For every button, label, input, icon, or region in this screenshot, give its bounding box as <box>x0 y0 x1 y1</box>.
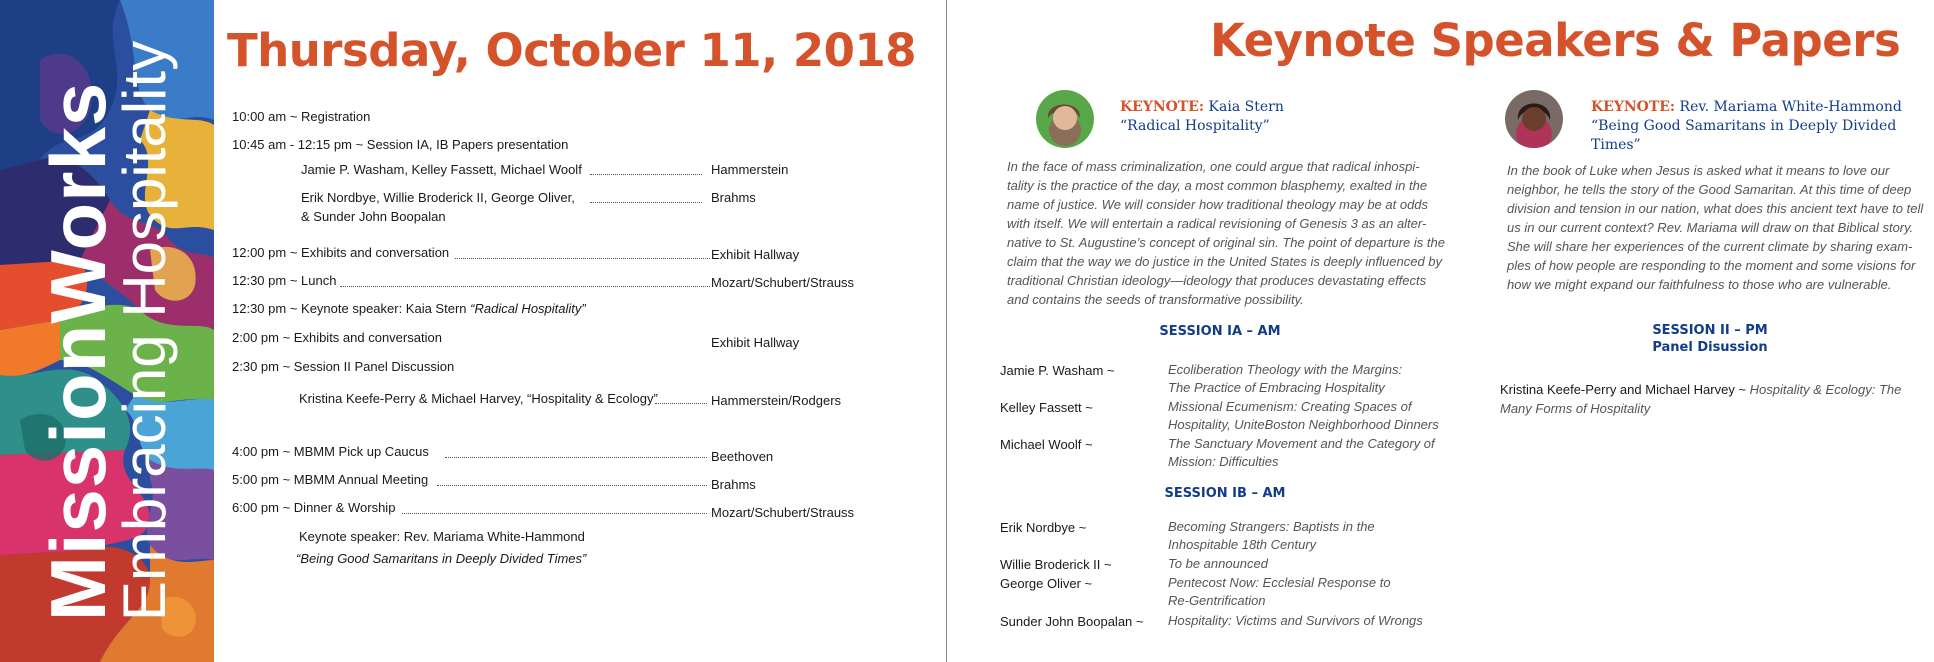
paper-author: Erik Nordbye ~ <box>1000 520 1087 535</box>
abstract-line: with itself. We will entertain a radical revisioning of Genesis 3 as an alter- <box>1007 216 1427 231</box>
keynote1-name: Kaia Stern <box>1208 99 1284 115</box>
paper-title <box>1168 574 1391 610</box>
paper-title <box>1168 361 1402 397</box>
paper-title-line: The Practice of Embracing Hospitality <box>1168 380 1385 395</box>
schedule-meeting: 5:00 pm ~ MBMM Annual Meeting <box>232 472 429 487</box>
keynote2-abstract <box>1507 161 1927 294</box>
paper-title-line: Hospitality: Victims and Survivors of Wrongs <box>1168 613 1423 628</box>
schedule-lunch: 12:30 pm ~ Lunch <box>232 273 337 288</box>
paper-title <box>1168 435 1435 471</box>
paper-title-line: Inhospitable 18th Century <box>1168 537 1317 552</box>
schedule-keynote2-title: “Being Good Samaritans in Deeply Divided Times” <box>296 551 587 566</box>
paper-title-line: Hospitality, UniteBoston Neighborhood Dinners <box>1168 417 1439 432</box>
cover-subtitle: Embracing Hospitality <box>111 40 178 622</box>
dotted-leader <box>590 202 702 203</box>
keynote2-name: Rev. Mariama White-Hammond <box>1679 99 1902 115</box>
paper-title-line: Pentecost Now: Ecclesial Response to <box>1168 575 1391 590</box>
session-ii-subheading: Panel Disussion <box>1652 340 1768 355</box>
cover-title: MissionWorks <box>34 81 122 622</box>
abstract-line: claim that the way we do justice in the United States is deeply influenced by <box>1007 254 1443 269</box>
cover-art-band <box>0 0 214 662</box>
schedule-registration: 10:00 am ~ Registration <box>232 109 371 124</box>
paper-title-line: Mission: Difficulties <box>1168 454 1279 469</box>
abstract-line: division and tension in our nation, what does this ancient text have to tell <box>1507 201 1924 216</box>
paper-title-line: To be announced <box>1168 556 1269 571</box>
keynote2-label: KEYNOTE: <box>1591 99 1676 115</box>
session-ii-panel <box>1500 380 1920 418</box>
schedule-s1b-names-1: Erik Nordbye, Willie Broderick II, George Oliver, <box>301 190 575 205</box>
paper-author: Michael Woolf ~ <box>1000 437 1093 452</box>
paper-title <box>1168 398 1439 434</box>
keynote2-heading <box>1591 98 1934 155</box>
dotted-leader <box>590 174 702 175</box>
dotted-leader <box>455 258 710 259</box>
abstract-line: us in our current context? Rev. Mariama will draw on that Biblical story. <box>1507 220 1914 235</box>
abstract-line: and contains the seeds of transformative possibility. <box>1007 292 1304 307</box>
schedule-exhibits1: 12:00 pm ~ Exhibits and conversation <box>232 245 450 260</box>
abstract-line: tality is the practice of the day, a most common blasphemy, exalted in the <box>1007 178 1428 193</box>
dotted-leader <box>655 403 707 404</box>
schedule-keynote1-prefix: 12:30 pm ~ Keynote speaker: Kaia Stern <box>232 301 467 316</box>
schedule-session2: 2:30 pm ~ Session II Panel Discussion <box>232 359 455 374</box>
abstract-line: traditional Christian ideology—ideology that produces devastating effects <box>1007 273 1427 288</box>
dotted-leader <box>340 286 710 287</box>
paper-title-line: Ecoliberation Theology with the Margins: <box>1168 362 1403 377</box>
schedule-s1a-room: Hammerstein <box>711 162 789 177</box>
schedule-exhibits2-room: Exhibit Hallway <box>711 335 800 350</box>
paper-title-line: The Sanctuary Movement and the Category of <box>1168 436 1435 451</box>
dotted-leader <box>402 513 707 514</box>
abstract-line: In the book of Luke when Jesus is asked what it means to love our <box>1507 163 1890 178</box>
schedule-caucus-room: Beethoven <box>711 449 774 464</box>
abstract-line: neighbor, he tells the story of the Good Samaritan. At this time of deep <box>1507 182 1912 197</box>
avatar-kaia-stern <box>1036 90 1094 148</box>
paper-title <box>1168 518 1375 554</box>
keynote1-talk: “Radical Hospitality” <box>1120 118 1270 134</box>
keynote1-abstract <box>1007 157 1447 309</box>
schedule-exhibits1-room: Exhibit Hallway <box>711 247 800 262</box>
keynote1-heading <box>1120 98 1284 136</box>
schedule-dinner-room: Mozart/Schubert/Strauss <box>711 505 855 520</box>
session-ii-panelists: Kristina Keefe-Perry and Michael Harvey ~ <box>1500 382 1747 397</box>
paper-author: Sunder John Boopalan ~ <box>1000 614 1144 629</box>
paper-title <box>1168 612 1423 630</box>
schedule-s1a-names: Jamie P. Washam, Kelley Fassett, Michael Woolf <box>301 162 582 177</box>
dotted-leader <box>445 457 707 458</box>
paper-title-line: Becoming Strangers: Baptists in the <box>1168 519 1375 534</box>
abstract-line: native to St. Augustine’s concept of original sin. The point of departure is the <box>1007 235 1445 250</box>
schedule-session2-panel: Kristina Keefe-Perry & Michael Harvey, “Hospitality & Ecology” <box>299 391 658 406</box>
keynote1-label: KEYNOTE: <box>1120 99 1205 115</box>
schedule-lunch-room: Mozart/Schubert/Strauss <box>711 275 855 290</box>
schedule-dinner: 6:00 pm ~ Dinner & Worship <box>232 500 396 515</box>
paper-title-line: Re-Gentrification <box>1168 593 1266 608</box>
keynote2-talk: “Being Good Samaritans in Deeply Divided Times” <box>1591 118 1897 153</box>
session-ii-topic-line2: Many Forms of Hospitality <box>1500 401 1651 416</box>
session-ii-heading-line: SESSION II – PM <box>1652 323 1768 338</box>
abstract-line: In the face of mass criminalization, one could argue that radical inhospi- <box>1007 159 1420 174</box>
paper-title-line: Missional Ecumenism: Creating Spaces of <box>1168 399 1412 414</box>
paper-author: Kelley Fassett ~ <box>1000 400 1093 415</box>
session-ii-topic: Hospitality & Ecology: The <box>1749 382 1902 397</box>
cover-title-block <box>34 40 178 622</box>
page-divider <box>946 0 947 662</box>
paper-author: George Oliver ~ <box>1000 576 1093 591</box>
schedule-meeting-room: Brahms <box>711 477 756 492</box>
schedule-session2-room: Hammerstein/Rodgers <box>711 393 842 408</box>
schedule-keynote1 <box>232 300 586 317</box>
dotted-leader <box>437 485 707 486</box>
paper-title <box>1168 555 1268 573</box>
abstract-line: She will share her experiences of the current climate by sharing exam- <box>1507 239 1913 254</box>
abstract-line: how we might expand our faithfulness to those who are vulnerable. <box>1507 277 1892 292</box>
schedule-caucus: 4:00 pm ~ MBMM Pick up Caucus <box>232 444 429 459</box>
session-ii-heading <box>1620 322 1800 356</box>
schedule-s1b-room: Brahms <box>711 190 756 205</box>
paper-author: Willie Broderick II ~ <box>1000 557 1112 572</box>
keynote-page-title: Keynote Speakers & Papers <box>1210 14 1901 67</box>
schedule-keynote2: Keynote speaker: Rev. Mariama White-Hammond <box>299 529 585 544</box>
schedule-s1b-names-2: & Sunder John Boopalan <box>301 209 446 224</box>
schedule-exhibits2: 2:00 pm ~ Exhibits and conversation <box>232 330 442 345</box>
session-ia-heading: SESSION IA – AM <box>1159 324 1281 339</box>
date-title: Thursday, October 11, 2018 <box>227 24 917 77</box>
abstract-line: name of justice. We will consider how traditional theology may be at odds <box>1007 197 1429 212</box>
paper-author: Jamie P. Washam ~ <box>1000 363 1115 378</box>
abstract-line: ples of how people are responding to the moment and some visions for <box>1507 258 1916 273</box>
schedule-keynote1-title: “Radical Hospitality” <box>470 301 586 316</box>
schedule-session1: 10:45 am - 12:15 pm ~ Session IA, IB Papers presentation <box>232 137 569 152</box>
session-ib-heading: SESSION IB – AM <box>1164 486 1286 501</box>
avatar-mariama-white-hammond <box>1505 90 1563 148</box>
